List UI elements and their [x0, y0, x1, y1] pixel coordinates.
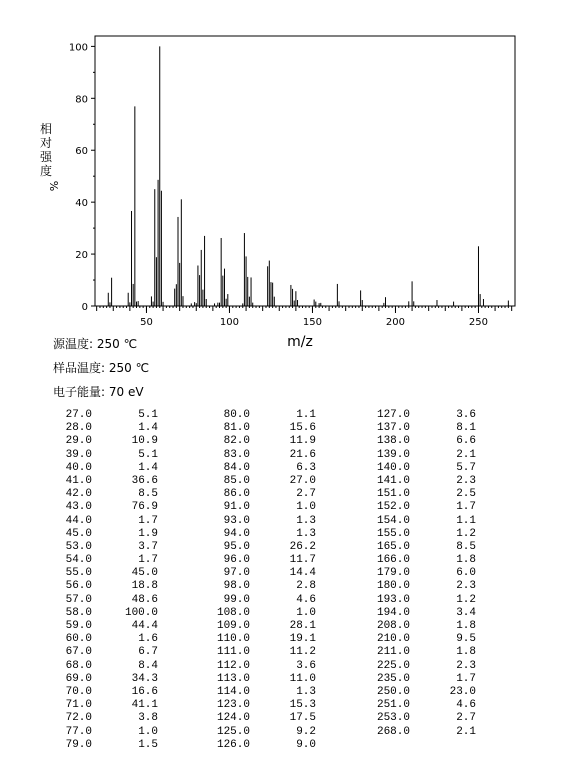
peak-mz: 125.0	[216, 725, 250, 738]
peak-mz: 80.0	[223, 409, 250, 421]
peak-intensity: 11.2	[289, 646, 316, 659]
peak-intensity: 8.1	[456, 422, 476, 435]
peak-mz: 81.0	[223, 422, 250, 435]
peak-intensity: 5.1	[138, 409, 158, 421]
peak-mz: 151.0	[376, 488, 410, 501]
spectrum-peaks	[108, 46, 508, 306]
peak-intensity: 8.4	[138, 659, 158, 672]
peak-mz: 268.0	[376, 725, 410, 738]
peak-intensity: 2.7	[296, 488, 316, 501]
peak-mz: 79.0	[65, 738, 92, 751]
y-axis-title	[40, 121, 60, 191]
peak-mz: 99.0	[223, 593, 250, 606]
y-tick-label: 20	[75, 250, 88, 262]
peak-intensity: 1.1	[296, 409, 316, 421]
peak-intensity: 41.1	[131, 699, 158, 712]
peak-intensity: 36.6	[131, 474, 158, 487]
peak-mz: 152.0	[376, 501, 410, 514]
peak-intensity: 11.9	[289, 435, 316, 448]
peak-mz: 55.0	[65, 567, 92, 580]
y-tick-label: 80	[75, 94, 88, 106]
peak-mz: 250.0	[376, 685, 410, 698]
peak-mz: 138.0	[376, 435, 410, 448]
peak-mz: 28.0	[65, 422, 92, 435]
peak-mz: 54.0	[65, 554, 92, 567]
peak-intensity: 15.3	[289, 699, 316, 712]
x-tick-label: 200	[385, 317, 406, 328]
peak-intensity: 1.3	[296, 514, 316, 527]
peak-mz: 86.0	[223, 488, 250, 501]
peak-mz: 71.0	[65, 699, 92, 712]
peak-mz: 111.0	[216, 646, 250, 659]
peak-intensity: 1.2	[456, 593, 476, 606]
peak-mz: 43.0	[65, 501, 92, 514]
peak-intensity: 14.4	[289, 567, 316, 580]
peak-mz: 29.0	[65, 435, 92, 448]
peak-intensity: 1.2	[456, 527, 476, 540]
peak-mz: 155.0	[376, 527, 410, 540]
peak-mz: 127.0	[376, 409, 410, 421]
peak-mz: 124.0	[216, 712, 250, 725]
peak-mz: 45.0	[65, 527, 92, 540]
peak-mz: 208.0	[376, 620, 410, 632]
peak-intensity: 18.8	[131, 580, 158, 593]
peak-intensity: 10.9	[131, 435, 158, 448]
peak-intensity: 23.0	[449, 685, 476, 698]
peak-mz: 94.0	[223, 527, 250, 540]
peak-intensity: 1.5	[138, 738, 158, 751]
peak-mz: 95.0	[223, 540, 250, 553]
peak-mz: 139.0	[376, 448, 410, 461]
peak-mz: 194.0	[376, 606, 410, 619]
y-tick-label: 100	[68, 42, 88, 54]
peak-intensity: 1.7	[138, 554, 158, 567]
peak-intensity: 1.7	[456, 501, 476, 514]
peak-mz: 39.0	[65, 448, 92, 461]
peak-intensity: 2.8	[296, 580, 316, 593]
peak-mz: 109.0	[216, 620, 250, 632]
x-axis-label: m/z	[287, 334, 313, 350]
peak-intensity: 2.3	[456, 474, 476, 487]
peak-mz: 253.0	[376, 712, 410, 725]
peak-mz: 69.0	[65, 672, 92, 685]
peak-mz: 56.0	[65, 580, 92, 593]
peak-intensity: 1.3	[296, 685, 316, 698]
peak-intensity: 1.6	[138, 633, 158, 646]
peak-intensity: 15.6	[289, 422, 316, 435]
peak-mz: 210.0	[376, 633, 410, 646]
peak-mz: 211.0	[376, 646, 410, 659]
peak-intensity: 21.6	[289, 448, 316, 461]
peak-intensity: 19.1	[289, 633, 316, 646]
x-tick-label: 250	[468, 317, 489, 328]
peak-mz: 110.0	[216, 633, 250, 646]
peak-mz: 123.0	[216, 699, 250, 712]
peak-intensity: 27.0	[289, 474, 316, 487]
peak-mz: 53.0	[65, 540, 92, 553]
peak-mz: 72.0	[65, 712, 92, 725]
peak-mz: 114.0	[216, 685, 250, 698]
y-tick-label: 40	[75, 198, 88, 210]
x-tick-label: 100	[219, 317, 240, 328]
peak-mz: 112.0	[216, 659, 250, 672]
peak-mz: 41.0	[65, 474, 92, 487]
peak-intensity: 1.8	[456, 620, 476, 632]
peak-mz: 113.0	[216, 672, 250, 685]
y-axis-title-char: 度	[39, 164, 53, 178]
peak-intensity: 6.0	[456, 567, 476, 580]
peak-intensity: 1.4	[138, 461, 158, 474]
peak-mz: 84.0	[223, 461, 250, 474]
peak-intensity: 9.5	[456, 633, 476, 646]
peak-intensity: 2.1	[456, 448, 476, 461]
peak-intensity: 9.2	[296, 725, 316, 738]
peak-mz: 27.0	[65, 409, 92, 421]
peak-intensity: 100.0	[124, 606, 158, 619]
peak-mz: 57.0	[65, 593, 92, 606]
peak-mz: 126.0	[216, 738, 250, 751]
peak-intensity: 9.0	[296, 738, 316, 751]
peak-intensity: 1.7	[456, 672, 476, 685]
peak-intensity: 1.9	[138, 527, 158, 540]
peak-intensity: 76.9	[131, 501, 158, 514]
peak-intensity: 5.1	[138, 448, 158, 461]
peak-mz: 96.0	[223, 554, 250, 567]
peak-mz: 70.0	[65, 685, 92, 698]
peak-intensity: 3.7	[138, 540, 158, 553]
mass-spectrum-chart	[0, 0, 570, 360]
source-temperature: 源温度: 250 ℃	[53, 337, 138, 351]
peak-mz: 42.0	[65, 488, 92, 501]
peak-intensity: 11.0	[289, 672, 316, 685]
peak-intensity: 4.6	[456, 699, 476, 712]
peak-intensity: 8.5	[138, 488, 158, 501]
peak-intensity: 8.5	[456, 540, 476, 553]
peak-mz: 165.0	[376, 540, 410, 553]
peak-mz: 193.0	[376, 593, 410, 606]
peak-intensity: 16.6	[131, 685, 158, 698]
peak-mz: 108.0	[216, 606, 250, 619]
peak-mz: 154.0	[376, 514, 410, 527]
peak-mz: 83.0	[223, 448, 250, 461]
peak-mz: 77.0	[65, 725, 92, 738]
peak-intensity: 3.4	[456, 606, 476, 619]
peak-intensity: 45.0	[131, 567, 158, 580]
peak-mz: 225.0	[376, 659, 410, 672]
peak-intensity: 44.4	[131, 620, 158, 632]
y-axis-title-char: 相	[39, 122, 53, 136]
peak-intensity: 2.3	[456, 580, 476, 593]
peak-intensity: 1.8	[456, 554, 476, 567]
y-axis-title-char: 强	[39, 150, 53, 164]
peak-mz: 44.0	[65, 514, 92, 527]
peak-intensity: 17.5	[289, 712, 316, 725]
peak-mz: 91.0	[223, 501, 250, 514]
peak-intensity: 4.6	[296, 593, 316, 606]
peak-mz: 235.0	[376, 672, 410, 685]
peak-mz: 93.0	[223, 514, 250, 527]
peak-intensity: 1.0	[296, 606, 316, 619]
peak-mz: 40.0	[65, 461, 92, 474]
peak-intensity: 11.7	[289, 554, 316, 567]
peak-mz: 137.0	[376, 422, 410, 435]
peak-intensity: 5.7	[456, 461, 476, 474]
peak-intensity: 26.2	[289, 540, 316, 553]
peak-mz: 67.0	[65, 646, 92, 659]
peak-intensity: 3.8	[138, 712, 158, 725]
peak-intensity: 6.6	[456, 435, 476, 448]
peak-mz: 98.0	[223, 580, 250, 593]
x-tick-label: 50	[140, 317, 153, 328]
sample-temperature: 样品温度: 250 ℃	[53, 361, 150, 375]
peak-mz: 97.0	[223, 567, 250, 580]
peak-mz: 141.0	[376, 474, 410, 487]
peak-intensity: 1.3	[296, 527, 316, 540]
peak-intensity: 1.7	[138, 514, 158, 527]
peak-mz: 82.0	[223, 435, 250, 448]
peak-intensity: 48.6	[131, 593, 158, 606]
peak-mz: 166.0	[376, 554, 410, 567]
peak-intensity: 3.6	[456, 409, 476, 421]
peak-intensity: 6.3	[296, 461, 316, 474]
peak-mz: 180.0	[376, 580, 410, 593]
peak-intensity: 3.6	[296, 659, 316, 672]
peak-intensity: 1.0	[138, 725, 158, 738]
peak-intensity: 1.1	[456, 514, 476, 527]
peak-mz: 140.0	[376, 461, 410, 474]
peak-mz: 251.0	[376, 699, 410, 712]
peak-intensity: 1.0	[296, 501, 316, 514]
y-axis-unit: %	[47, 180, 60, 192]
peak-intensity: 2.7	[456, 712, 476, 725]
peak-mz: 68.0	[65, 659, 92, 672]
peak-intensity: 2.3	[456, 659, 476, 672]
peak-intensity: 6.7	[138, 646, 158, 659]
peak-mz: 59.0	[65, 620, 92, 632]
peak-mz: 60.0	[65, 633, 92, 646]
peak-intensity: 34.3	[131, 672, 158, 685]
peak-intensity: 1.8	[456, 646, 476, 659]
peak-intensity: 2.1	[456, 725, 476, 738]
peak-intensity: 2.5	[456, 488, 476, 501]
peak-mz: 85.0	[223, 474, 250, 487]
peak-intensity: 28.1	[289, 620, 316, 632]
x-tick-label: 150	[302, 317, 323, 328]
y-tick-label: 0	[81, 302, 88, 313]
y-axis-title-char: 对	[39, 136, 53, 150]
electron-energy: 电子能量: 70 eV	[53, 385, 144, 399]
peak-mz: 58.0	[65, 606, 92, 619]
peak-intensity: 1.4	[138, 422, 158, 435]
y-tick-label: 60	[75, 146, 88, 158]
peak-mz: 179.0	[376, 567, 410, 580]
